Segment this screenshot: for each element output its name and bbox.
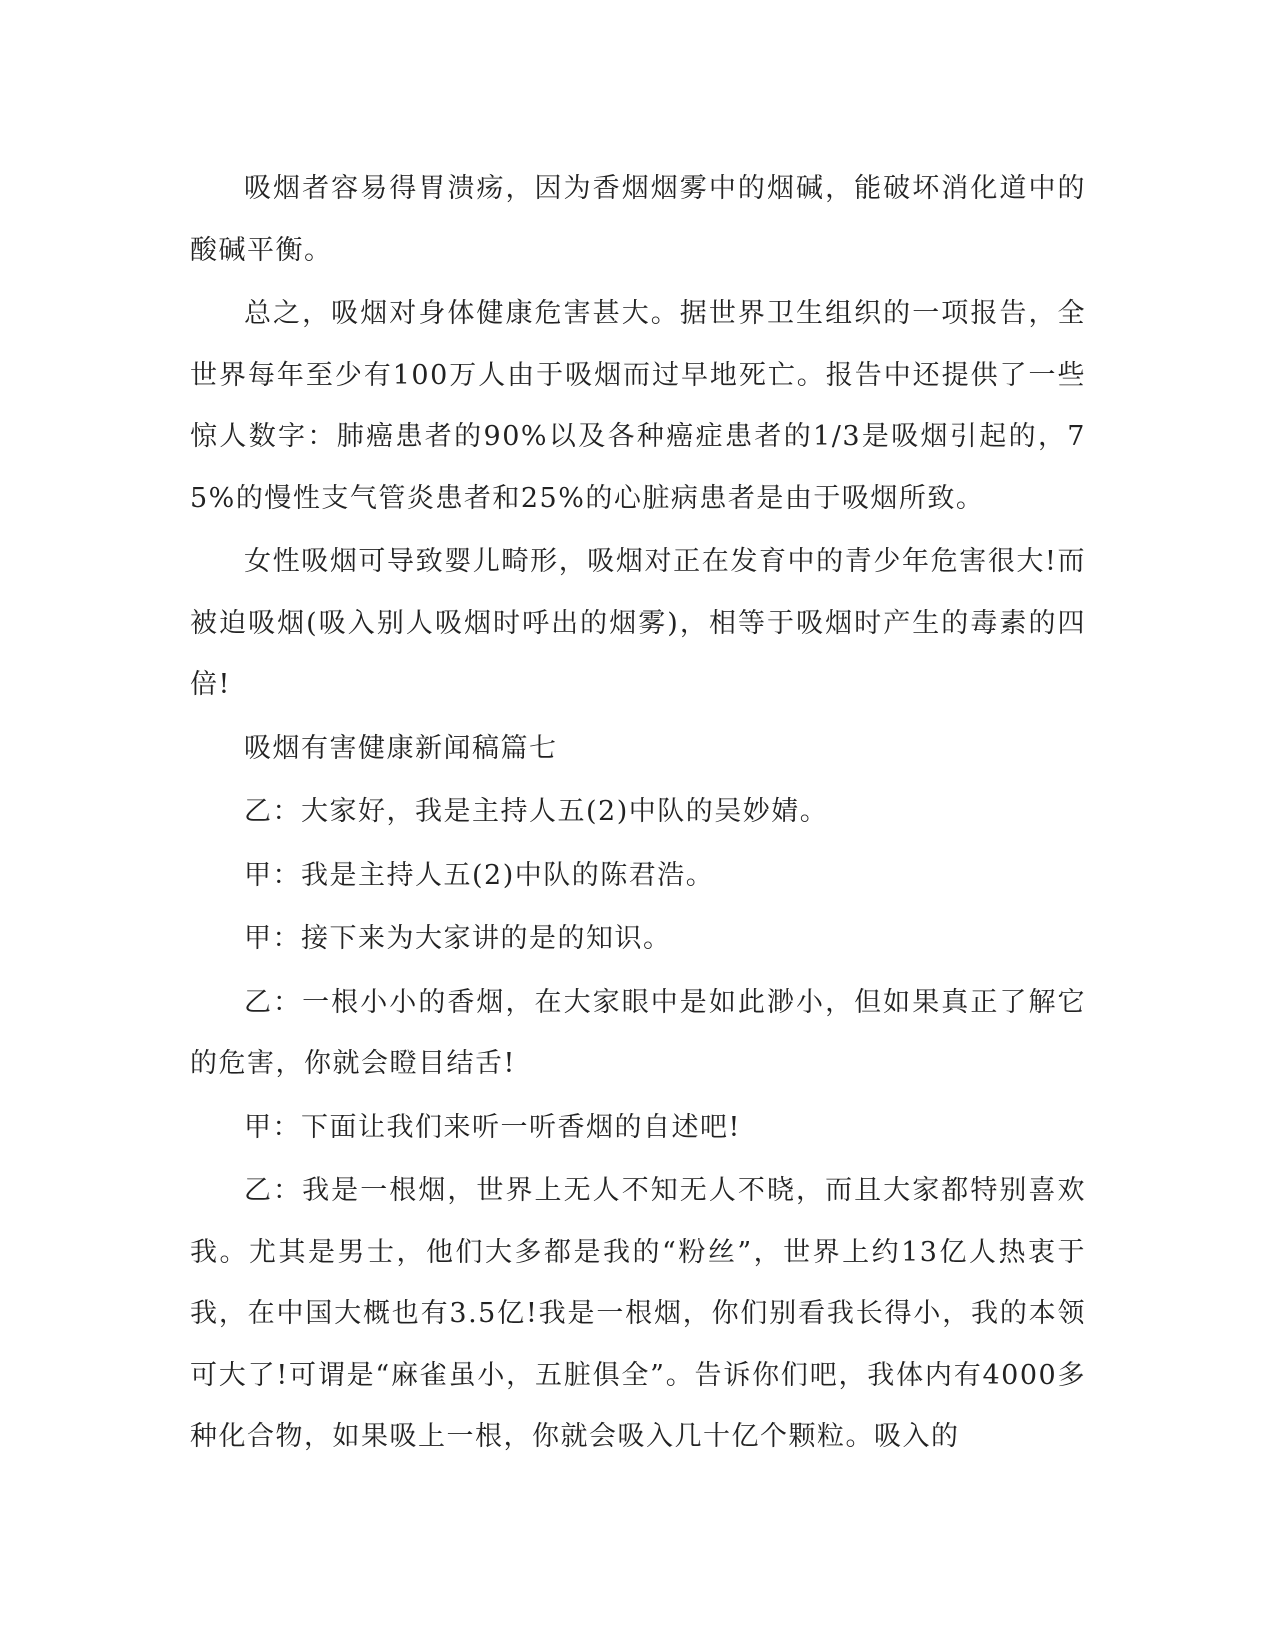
paragraph-who-report: 总之，吸烟对身体健康危害甚大。据世界卫生组织的一项报告，全世界每年至少有100万人由于吸烟而过早地死亡。报告中还提供了一些惊人数字：肺癌患者的90%以及各种癌症患者的1/3是吸烟引起的，75%的慢性支气管炎患者和25%的心脏病患者是由于吸烟所致。 bbox=[190, 298, 1086, 514]
dialogue-line: 乙：大家好，我是主持人五(2)中队的吴妙婧。 bbox=[244, 796, 829, 827]
document-body bbox=[190, 158, 1086, 1470]
dialogue-line: 甲：我是主持人五(2)中队的陈君浩。 bbox=[244, 859, 715, 891]
paragraph-women-youth: 女性吸烟可导致婴儿畸形，吸烟对正在发育中的青少年危害很大!而被迫吸烟(吸入别人吸烟时呼出的烟雾)，相等于吸烟时产生的毒素的四倍! bbox=[190, 546, 1086, 700]
dialogue-line: 乙：一根小小的香烟，在大家眼中是如此渺小，但如果真正了解它的危害，你就会瞪目结舌! bbox=[190, 986, 1086, 1079]
section-heading: 吸烟有害健康新闻稿篇七 bbox=[244, 732, 558, 764]
dialogue-line: 乙：我是一根烟，世界上无人不知无人不晓，而且大家都特别喜欢我。尤其是男士，他们大多都是我的“粉丝”，世界上约13亿人热衷于我，在中国大概也有3.5亿!我是一根烟，你们别看我长得小，我的本领可大了!可谓是“麻雀虽小，五脏俱全”。告诉你们吧，我体内有4000多种化合物，如果吸上一根，你就会吸入几十亿个颗粒。吸入的 bbox=[190, 1175, 1086, 1452]
dialogue-line: 甲：下面让我们来听一听香烟的自述吧! bbox=[244, 1111, 741, 1143]
dialogue-line: 甲：接下来为大家讲的是的知识。 bbox=[244, 923, 672, 954]
paragraph-stomach-ulcer: 吸烟者容易得胃溃疡，因为香烟烟雾中的烟碱，能破坏消化道中的酸碱平衡。 bbox=[190, 173, 1086, 266]
